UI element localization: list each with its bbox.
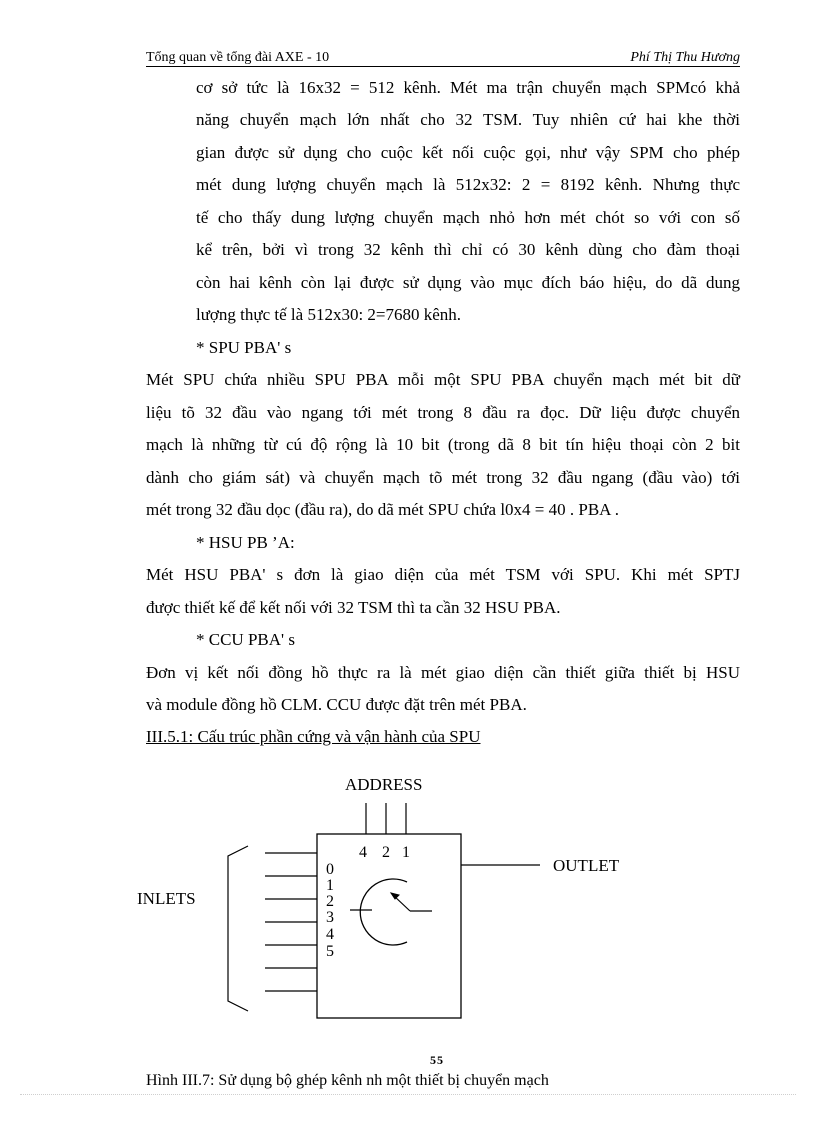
text-line: gian được sử dụng cho cuộc kết nối cuộc gọi, như vậy SPM cho phép [196, 143, 740, 162]
inlet-number: 3 [326, 909, 334, 926]
figure-caption: Hình III.7: Sử dụng bộ ghép kênh nh một thiết bị chuyển mạch [146, 1072, 549, 1089]
footer-divider [20, 1094, 796, 1095]
inlet-number: 5 [326, 943, 334, 960]
inlet-number: 4 [326, 926, 334, 943]
inlet-number: 1 [326, 877, 334, 894]
text-line: kể trên, bởi vì trong 32 kênh thì chỉ có 30 kênh dùng cho đàm thoại [196, 240, 740, 259]
page-number: 55 [430, 1053, 444, 1067]
address-bit-4: 4 [359, 844, 367, 861]
text-line: mét trong 32 đầu dọc (đầu ra), do dã mét SPU chứa l0x4 = 40 . PBA . [146, 500, 620, 519]
inlets-label: INLETS [137, 889, 196, 908]
text-line: cơ sở tức là 16x32 = 512 kênh. Mét ma trận chuyển mạch SPMcó khả [196, 78, 740, 97]
header-title: Tổng quan về tổng đài AXE - 10 [146, 50, 330, 65]
text-line: mét dung lượng chuyển mạch là 512x32: 2 = 8192 kênh. Nhưng thực [196, 175, 740, 194]
address-label: ADDRESS [345, 775, 423, 794]
switch-wiper [393, 895, 410, 911]
switch-wiper-arrow-icon [391, 893, 399, 899]
text-line: còn hai kênh còn lại được sử dụng vào mục đích báo hiệu, do dã dung [196, 273, 740, 292]
inlet-number: 2 [326, 893, 334, 910]
outlet-label: OUTLET [553, 856, 620, 875]
subsection-title-hsu: * HSU PB ’A: [196, 533, 295, 552]
text-line: tế cho thấy dung lượng chuyển mạch nhỏ hơn mét chót so với con số [196, 208, 740, 227]
text-line: Mét HSU PBA' s đơn là giao diện của mét TSM với SPU. Khi mét SPTJ [146, 565, 740, 584]
address-bit-1: 1 [402, 844, 410, 861]
text-line: Đơn vị kết nối đồng hồ thực ra là mét giao diện cần thiết giữa thiết bị HSU [146, 663, 740, 682]
text-line: dành cho giám sát) và chuyển mạch tõ mét trong 32 đầu ngang (đầu vào) tới [146, 468, 740, 487]
switch-box [317, 834, 461, 1018]
subsection-title-spu: * SPU PBA' s [196, 338, 292, 357]
text-line: Mét SPU chứa nhiều SPU PBA mỗi một SPU PBA chuyển mạch mét bit dữ [146, 370, 740, 389]
text-line: mạch là những từ cú độ rộng là 10 bit (trong dã 8 bit tín hiệu thoại còn 2 bit [146, 435, 740, 454]
text-line: được thiết kế để kết nối với 32 TSM thì ta cần 32 HSU PBA. [146, 598, 561, 617]
rotary-switch-arc [360, 879, 407, 945]
inlets-brace [228, 846, 248, 1011]
header-author: Phí Thị Thu Hương [630, 50, 740, 65]
text-line: năng chuyển mạch lớn nhất cho 32 TSM. Tuy nhiên cứ hai khe thời [196, 110, 740, 129]
text-line: lượng thực tế là 512x30: 2=7680 kênh. [196, 305, 462, 324]
address-bit-2: 2 [382, 844, 390, 861]
inlet-number: 0 [326, 861, 334, 878]
text-line: và module đồng hồ CLM. CCU được đặt trên mét PBA. [146, 695, 527, 714]
subsection-title-ccu: * CCU PBA' s [196, 630, 295, 649]
section-heading: III.5.1: Cấu trúc phần cứng và vận hành của SPU [146, 727, 481, 746]
page-header [146, 50, 740, 67]
text-line: liệu tõ 32 đầu vào ngang tới mét trong 8 đầu ra đọc. Dữ liệu được chuyển [146, 403, 740, 422]
